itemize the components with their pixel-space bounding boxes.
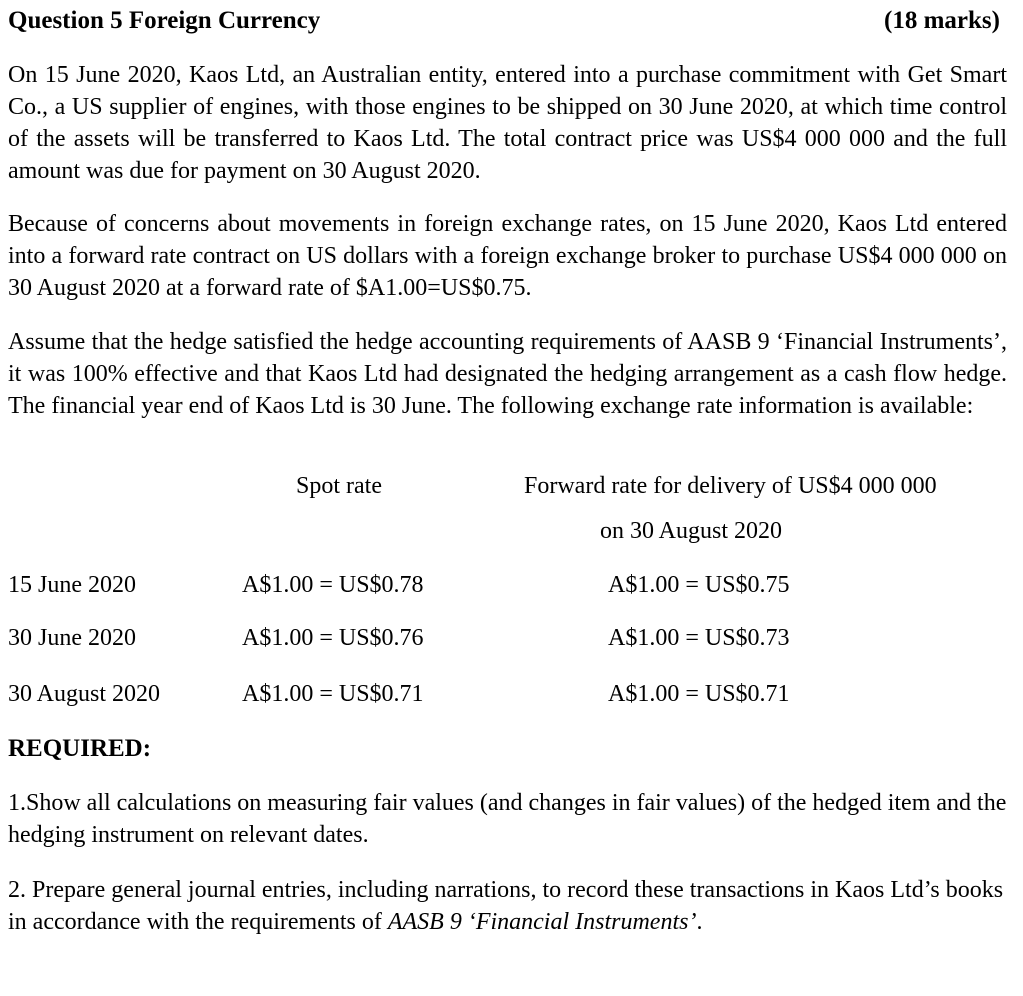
column-header-forward-rate-line2: on 30 August 2020 xyxy=(600,518,783,544)
paragraph-forward-contract: Because of concerns about movements in foreign exchange rates, on 15 June 2020, Kaos Ltd entered into a forward rate contract on US dollars with a foreign exchange broker to purchase US$4 000 000 on 30 August 2020 at a forward rate of $A1.00=US$0.75. xyxy=(8,211,1007,301)
column-header-forward-rate: Forward rate for delivery of US$4 000 000 xyxy=(524,473,937,499)
rate-row-date: 15 June 2020 xyxy=(8,572,136,598)
required-heading: REQUIRED: xyxy=(8,735,152,762)
paragraph-hedge-assumptions: Assume that the hedge satisfied the hedge accounting requirements of AASB 9 ‘Financial Instruments’, it was 100% effective and that Kaos Ltd had designated the hedging arrangement as a cash flow hedge. The financial year end of Kaos Ltd is 30 June. The following exchange rate information is available: xyxy=(8,329,1007,419)
rate-row-forward: A$1.00 = US$0.73 xyxy=(608,625,790,651)
question-title: Question 5 Foreign Currency xyxy=(8,7,321,34)
rate-row-spot: A$1.00 = US$0.71 xyxy=(242,681,424,707)
required-item-2-text: 2. Prepare general journal entries, including narrations, to record these transactions in Kaos Ltd’s books in accordance with the requirements of xyxy=(8,877,1004,935)
rate-row-date: 30 August 2020 xyxy=(8,681,161,707)
column-header-spot-rate: Spot rate xyxy=(296,473,382,499)
paragraph-purchase-commitment: On 15 June 2020, Kaos Ltd, an Australian entity, entered into a purchase commitment with Get Smart Co., a US supplier of engines, with those engines to be shipped on 30 June 2020, at which time control of the assets will be transferred to Kaos Ltd. The total contract price was US$4 000 000 and the full amount was due for payment on 30 August 2020. xyxy=(8,62,1007,184)
rate-row-spot: A$1.00 = US$0.76 xyxy=(242,625,424,651)
exchange-rate-table xyxy=(8,470,1007,720)
required-item-2-end: . xyxy=(696,909,703,935)
rate-row-forward: A$1.00 = US$0.75 xyxy=(608,572,790,598)
rate-row-forward: A$1.00 = US$0.71 xyxy=(608,681,790,707)
question-header xyxy=(8,6,1000,36)
required-item-1: 1.Show all calculations on measuring fair values (and changes in fair values) of the hedged item and the hedging instrument on relevant dates. xyxy=(8,790,1007,848)
required-item-2 xyxy=(8,874,1007,938)
question-marks: (18 marks) xyxy=(884,7,1000,34)
rate-row-date: 30 June 2020 xyxy=(8,625,136,651)
required-item-2-standard: AASB 9 ‘Financial Instruments’ xyxy=(387,909,697,935)
rate-row-spot: A$1.00 = US$0.78 xyxy=(242,572,424,598)
question-page xyxy=(8,0,1007,996)
